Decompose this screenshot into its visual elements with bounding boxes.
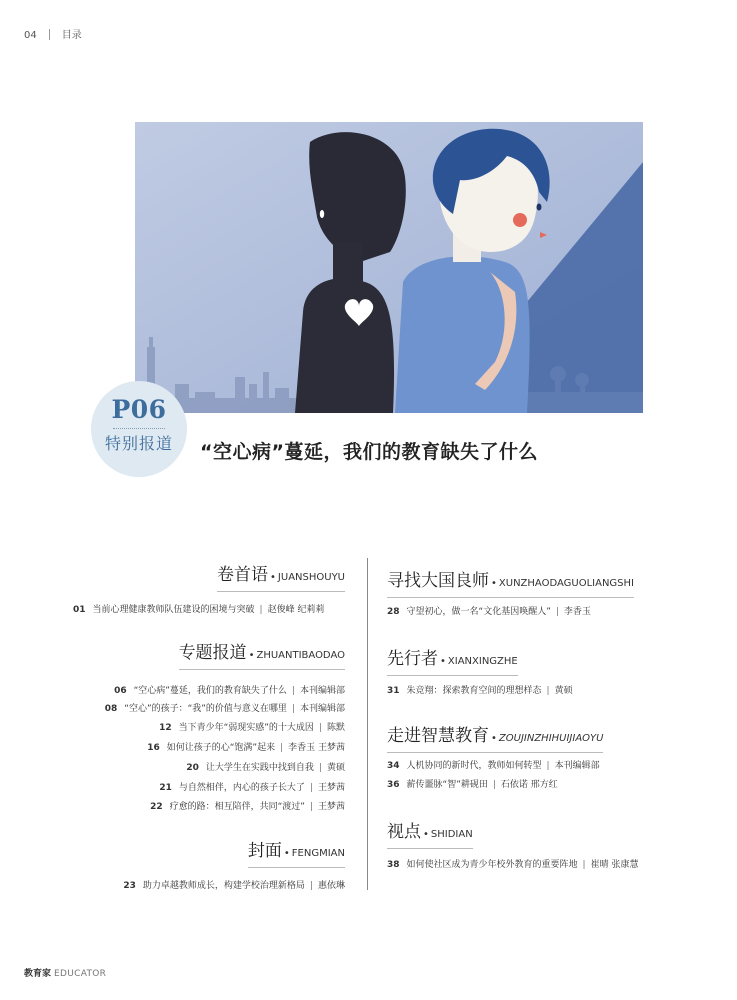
- entry-separator: |: [280, 743, 284, 753]
- section-underline: [179, 669, 345, 670]
- section-title-zh: 封面: [247, 841, 282, 861]
- entry-separator: |: [555, 607, 559, 617]
- toc-entry[interactable]: [147, 740, 345, 753]
- entry-page: 28: [387, 607, 400, 617]
- toc-entry[interactable]: [387, 777, 558, 790]
- entry-author: 黄硕: [326, 763, 345, 773]
- section-title-zh: 寻找大国良师: [387, 571, 489, 591]
- cover-illustration: [135, 122, 643, 413]
- entry-page: 31: [387, 686, 400, 696]
- section-title-pinyin: • JUANSHOUYU: [268, 572, 345, 583]
- toc-entry[interactable]: [159, 720, 345, 733]
- entry-author: 李香玉: [563, 607, 591, 617]
- toc-entry[interactable]: [123, 878, 345, 891]
- section-title-pinyin: • XUNZHAODAGUOLIANGSHI: [489, 578, 634, 589]
- entry-page: 34: [387, 761, 400, 771]
- toc-entry[interactable]: [387, 758, 600, 771]
- section-title-zh: 视点: [387, 822, 421, 842]
- entry-title: 当下青少年“弱现实感”的十大成因: [178, 723, 314, 733]
- section-title-pinyin: • XIANXINGZHE: [438, 656, 518, 667]
- toc-entry[interactable]: [186, 760, 345, 773]
- section-underline: [387, 752, 603, 753]
- entry-separator: |: [582, 860, 586, 870]
- section-underline: [248, 867, 345, 868]
- entry-page: 20: [186, 763, 199, 773]
- entry-author: 黄硕: [554, 686, 573, 696]
- page-footer: [24, 966, 106, 979]
- section-fengmian: [248, 836, 345, 861]
- entry-page: 21: [159, 783, 172, 793]
- illustration-art: [135, 122, 643, 413]
- entry-separator: |: [259, 605, 263, 615]
- entry-author: 本刊编辑部: [299, 686, 345, 696]
- section-zhuantibaodao: [179, 638, 345, 663]
- entry-page: 12: [159, 723, 172, 733]
- section-underline: [217, 591, 345, 592]
- entry-author: 石依诺 邢方红: [500, 780, 558, 790]
- section-shidian: [387, 817, 473, 842]
- entry-separator: |: [309, 802, 313, 812]
- toc-entry[interactable]: [73, 602, 324, 615]
- section-title-pinyin: • FENGMIAN: [282, 848, 345, 859]
- entry-author: 本刊编辑部: [299, 704, 345, 714]
- entry-title: 人机协同的新时代，教师如何转型: [406, 761, 542, 771]
- entry-title: 疗愈的路：相互陪伴，共同“渡过”: [169, 802, 305, 812]
- entry-author: 王梦茜: [317, 802, 345, 812]
- feature-badge: [91, 381, 187, 477]
- feature-label: 特别报道: [104, 434, 173, 453]
- section-title-zh: 专题报道: [178, 643, 247, 663]
- entry-separator: |: [546, 686, 550, 696]
- entry-page: 16: [147, 743, 160, 753]
- entry-title: 当前心理健康教师队伍建设的困境与突破: [92, 605, 255, 615]
- section-title-zh: 卷首语: [217, 565, 269, 585]
- entry-title: 让大学生在实践中找到自我: [205, 763, 314, 773]
- section-title-pinyin: • ZHUANTIBAODAO: [247, 650, 345, 661]
- entry-separator: |: [309, 783, 313, 793]
- entry-page: 22: [150, 802, 163, 812]
- section-title-zh: 走进智慧教育: [387, 726, 489, 746]
- entry-author: 崔晴 张康慧: [590, 860, 639, 870]
- toc-entry[interactable]: [114, 683, 345, 696]
- entry-page: 36: [387, 780, 400, 790]
- magazine-brand: 教育家: [24, 969, 52, 979]
- entry-author: 李香玉 王梦茜: [288, 743, 345, 753]
- section-title-zh: 先行者: [387, 649, 438, 669]
- entry-title: 如何让孩子的心“饱满”起来: [166, 743, 276, 753]
- header-divider: [49, 29, 50, 40]
- entry-page: 01: [73, 605, 86, 615]
- toc-entry[interactable]: [150, 799, 345, 812]
- entry-page: 23: [123, 881, 136, 891]
- entry-author: 惠依琳: [317, 881, 345, 891]
- column-divider: [367, 558, 368, 890]
- section-underline: [387, 848, 473, 849]
- section-title: 目录: [61, 30, 82, 41]
- section-xianxingzhe: [387, 644, 518, 669]
- entry-author: 赵俊峰 纪莉莉: [267, 605, 325, 615]
- section-zoujinzhihuijiaoyu: [387, 721, 603, 746]
- toc-entry[interactable]: [387, 857, 638, 870]
- entry-title: 助力卓越教师成长，构建学校治理新格局: [142, 881, 305, 891]
- badge-divider: [113, 428, 165, 429]
- section-title-pinyin: • SHIDIAN: [421, 829, 473, 840]
- entry-separator: |: [291, 686, 295, 696]
- feature-headline[interactable]: “空心病”蔓延，我们的教育缺失了什么: [200, 441, 538, 463]
- entry-title: 如何使社区成为青少年校外教育的重要阵地: [406, 860, 578, 870]
- entry-author: 本刊编辑部: [554, 761, 600, 771]
- toc-entry[interactable]: [105, 701, 345, 714]
- entry-page: 08: [104, 704, 118, 714]
- section-juanshouyu: [217, 560, 345, 585]
- entry-author: 王梦茜: [317, 783, 345, 793]
- entry-separator: |: [546, 761, 550, 771]
- entry-title: 朱竞翔：探索教育空间的理想样态: [406, 686, 542, 696]
- toc-entry[interactable]: [387, 604, 591, 617]
- section-underline: [387, 597, 634, 598]
- toc-entry[interactable]: [387, 683, 573, 696]
- section-xunzhaodaguoliangshi: [387, 566, 634, 591]
- entry-page: 38: [387, 860, 400, 870]
- entry-separator: |: [318, 763, 322, 773]
- entry-author: 陈默: [326, 723, 345, 733]
- entry-page: 06: [114, 686, 127, 696]
- entry-title: “空心病”蔓延，我们的教育缺失了什么: [133, 686, 287, 696]
- toc-entry[interactable]: [159, 780, 345, 793]
- entry-title: 守望初心，做一名“文化基因唤醒人”: [406, 607, 551, 617]
- page-header: [24, 26, 82, 41]
- entry-title: 与自然相伴，内心的孩子长大了: [178, 783, 305, 793]
- entry-separator: |: [309, 881, 313, 891]
- entry-separator: |: [291, 704, 295, 714]
- entry-separator: |: [492, 780, 496, 790]
- magazine-brand-en: EDUCATOR: [54, 969, 107, 979]
- entry-separator: |: [318, 723, 322, 733]
- feature-page-code: P06: [111, 395, 167, 424]
- page-number: 04: [24, 30, 37, 41]
- section-title-pinyin: • ZOUJINZHIHUIJIAOYU: [489, 733, 603, 744]
- entry-title: 薪传噩脉“智”耕砚田: [406, 780, 488, 790]
- section-underline: [387, 675, 518, 676]
- entry-title: “空心”的孩子：“我”的价值与意义在哪里: [124, 704, 287, 714]
